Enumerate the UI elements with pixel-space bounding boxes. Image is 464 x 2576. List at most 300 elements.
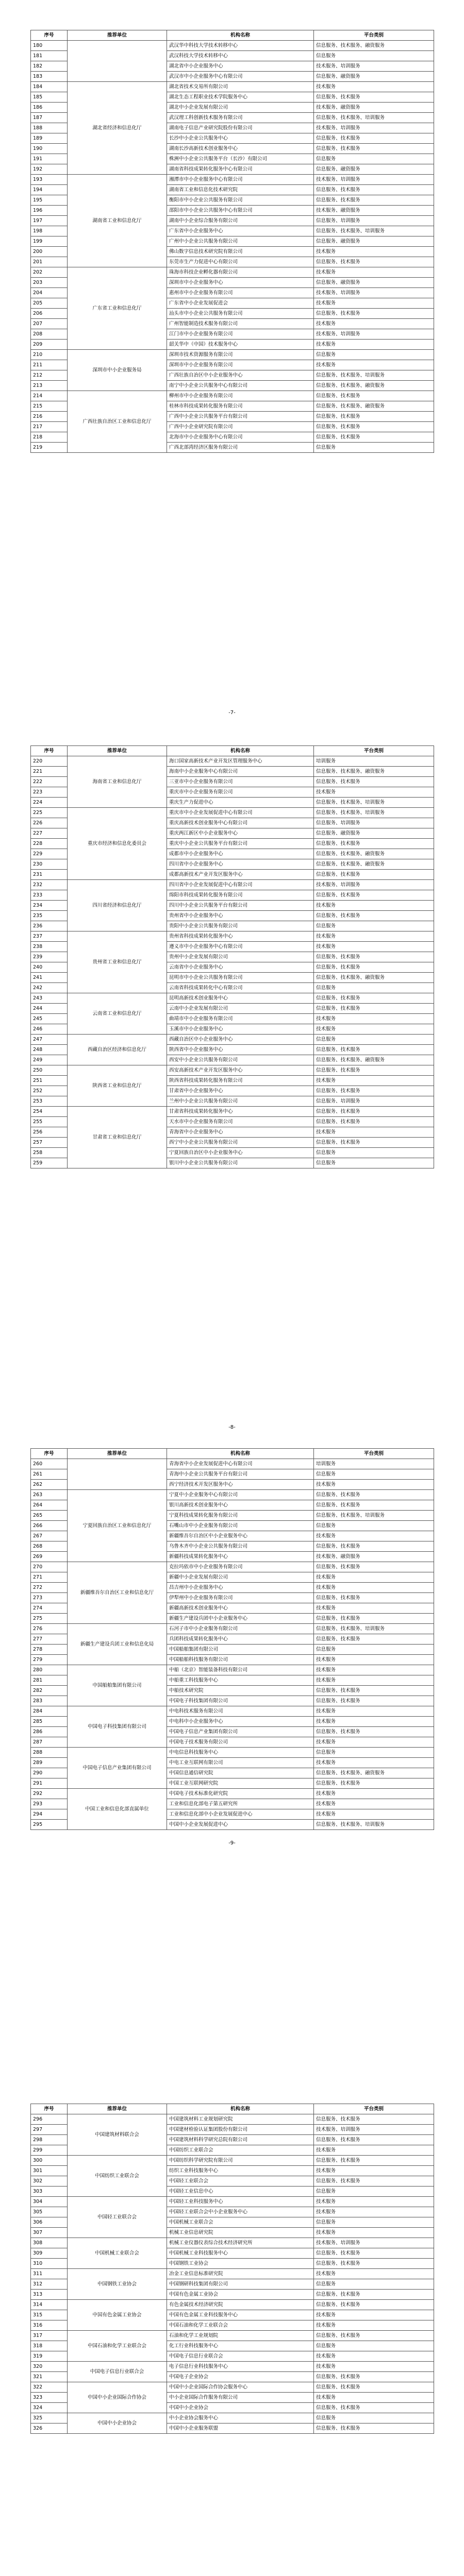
recommending-unit: 湖北省经济和信息化厅 — [68, 82, 167, 175]
institution-name: 三亚市中小企业服务有限公司 — [167, 777, 314, 787]
row-number: 285 — [31, 1717, 68, 1727]
row-number: 202 — [31, 267, 68, 278]
recommending-unit: 中国工业和信息化部直属单位 — [68, 1789, 167, 1830]
institution-name: 云南中小企业发展有限公司 — [167, 1004, 314, 1014]
platform-category: 技术服务、培训服务 — [314, 329, 434, 340]
platform-category: 信息服务 — [314, 443, 434, 453]
platform-category: 信息服务 — [314, 2217, 434, 2228]
institution-name: 中国钢铁工业协会 — [167, 2259, 314, 2269]
platform-category: 技术服务 — [314, 1655, 434, 1665]
row-number: 192 — [31, 164, 68, 175]
institution-name: 东莞市生产力促进中心有限公司 — [167, 257, 314, 267]
platform-category: 信息服务、技术服务、融资服务 — [314, 973, 434, 983]
platform-category: 技术服务 — [314, 942, 434, 952]
row-number: 306 — [31, 2217, 68, 2228]
platform-category: 技术服务、培训服务 — [314, 880, 434, 890]
row-number: 211 — [31, 360, 68, 370]
platform-category: 技术服务、培训服务 — [314, 288, 434, 298]
row-number: 194 — [31, 185, 68, 195]
recommending-unit: 四川省经济和信息化厅 — [68, 880, 167, 931]
institution-name: 中国建材检验认证集团股份有限公司 — [167, 2125, 314, 2135]
service-table — [30, 1448, 434, 1830]
institution-name: 中国船舶科技服务有限公司 — [167, 1655, 314, 1665]
service-table — [30, 30, 434, 453]
row-number: 201 — [31, 257, 68, 267]
institution-name: 湖北省技术交易所有限公司 — [167, 82, 314, 92]
platform-category: 技术服务 — [314, 2166, 434, 2176]
institution-name: 珠海市科技企业孵化器有限公司 — [167, 267, 314, 278]
institution-name: 中船技术研究院 — [167, 1686, 314, 1696]
institution-name: 中小企业协会服务中心 — [167, 2413, 314, 2424]
institution-name: 中国中小企业发展促进中心 — [167, 1820, 314, 1830]
recommending-unit: 中国轻工业联合会 — [68, 2197, 167, 2238]
row-number: 223 — [31, 787, 68, 798]
row-number: 310 — [31, 2259, 68, 2269]
institution-name: 青海省中小企业发展促进中心有限公司 — [167, 1459, 314, 1469]
platform-category: 技术服务 — [314, 2393, 434, 2403]
platform-category: 技术服务、融资服务 — [314, 206, 434, 216]
platform-category: 技术服务 — [314, 267, 434, 278]
row-number: 303 — [31, 2187, 68, 2197]
row-number: 224 — [31, 798, 68, 808]
table-row — [31, 2114, 434, 2125]
recommending-unit: 中国钢铁工业协会 — [68, 2269, 167, 2300]
institution-name: 湖北生态工程职业技术学院服务中心 — [167, 92, 314, 103]
platform-category: 信息服务、融资服务 — [314, 164, 434, 175]
recommending-unit: 广西壮族自治区工业和信息化厅 — [68, 391, 167, 453]
recommending-unit: 中国电子信息行业联合会 — [68, 2362, 167, 2382]
table-row — [31, 931, 434, 942]
table-row — [31, 1035, 434, 1045]
table-row — [31, 2238, 434, 2248]
institution-name: 兵团科技成果转化服务中心 — [167, 1634, 314, 1645]
row-number: 191 — [31, 154, 68, 164]
platform-category: 信息服务、技术服务 — [314, 1490, 434, 1500]
platform-category: 信息服务、技术服务 — [314, 2114, 434, 2125]
table-row — [31, 1624, 434, 1634]
row-number: 311 — [31, 2269, 68, 2279]
institution-name: 冶金工业信息标准研究院 — [167, 2269, 314, 2279]
platform-category: 技术服务 — [314, 1737, 434, 1748]
platform-category: 信息服务、技术服务、融资服务 — [314, 381, 434, 391]
table-row — [31, 1065, 434, 1076]
row-number: 231 — [31, 870, 68, 880]
platform-category: 信息服务、技术服务、培训服务 — [314, 113, 434, 123]
institution-name: 深圳市中小企业服务有限公司 — [167, 360, 314, 370]
platform-category: 技术服务 — [314, 1572, 434, 1583]
recommending-unit: 甘肃省工业和信息化厅 — [68, 1107, 167, 1168]
row-number: 238 — [31, 942, 68, 952]
institution-name: 中国建筑材料科学研究总院有限公司 — [167, 2135, 314, 2145]
platform-category: 信息服务、技术服务 — [314, 870, 434, 880]
platform-category: 技术服务 — [314, 82, 434, 92]
row-number: 312 — [31, 2279, 68, 2290]
platform-category: 信息服务、技术服务、培训服务 — [314, 226, 434, 236]
recommending-unit: 云南省工业和信息化厅 — [68, 993, 167, 1035]
platform-category: 信息服务 — [314, 350, 434, 360]
row-number: 287 — [31, 1737, 68, 1748]
row-number: 323 — [31, 2393, 68, 2403]
institution-name: 惠州市中小企业服务有限公司 — [167, 288, 314, 298]
table-row — [31, 175, 434, 185]
platform-category: 技术服务、培训服务 — [314, 2238, 434, 2248]
institution-name: 武汉市中小企业服务中心有限公司 — [167, 72, 314, 82]
table-row — [31, 1459, 434, 1469]
institution-name: 宁夏回族自治区中小企业服务中心 — [167, 1148, 314, 1158]
recommending-unit: 中国中小企业国际合作协会 — [68, 2382, 167, 2413]
row-number: 288 — [31, 1748, 68, 1758]
platform-category: 信息服务 — [314, 1148, 434, 1158]
platform-category: 信息服务、技术服务、培训服务 — [314, 798, 434, 808]
institution-name: 柳州市中小企业服务有限公司 — [167, 391, 314, 401]
row-number: 272 — [31, 1583, 68, 1593]
platform-category: 技术服务 — [314, 360, 434, 370]
row-number: 237 — [31, 931, 68, 942]
platform-category: 信息服务、技术服务、融资服务 — [314, 41, 434, 51]
institution-name: 四川中小企业公共服务平台有限公司 — [167, 901, 314, 911]
recommending-unit: 中国石油和化学工业联合会 — [68, 2331, 167, 2362]
platform-category: 信息服务、技术服务 — [314, 777, 434, 787]
platform-category: 信息服务、技术服务 — [314, 257, 434, 267]
row-number: 195 — [31, 195, 68, 206]
institution-name: 中船（北京）智能装备科技有限公司 — [167, 1665, 314, 1675]
table-row — [31, 1706, 434, 1717]
row-number: 279 — [31, 1655, 68, 1665]
row-number: 208 — [31, 329, 68, 340]
institution-name: 伊犁州中小企业服务有限公司 — [167, 1593, 314, 1603]
institution-name: 武汉华中科技大学技术转移中心 — [167, 41, 314, 51]
institution-name: 玉溪市中小企业服务中心 — [167, 1024, 314, 1035]
institution-name: 广西中小企业研究院有限公司 — [167, 422, 314, 432]
table-header-row — [31, 1449, 434, 1459]
platform-category: 技术服务 — [314, 2269, 434, 2279]
platform-category: 技术服务 — [314, 1665, 434, 1675]
institution-name: 机械工业信息研究院 — [167, 2228, 314, 2238]
table-row — [31, 993, 434, 1004]
row-number: 262 — [31, 1480, 68, 1490]
row-number: 267 — [31, 1531, 68, 1541]
row-number: 295 — [31, 1820, 68, 1830]
row-number: 227 — [31, 828, 68, 839]
institution-name: 中国船舶集团有限公司 — [167, 1645, 314, 1655]
institution-name: 中船重工科技服务中心 — [167, 1675, 314, 1686]
platform-category: 技术服务 — [314, 1480, 434, 1490]
row-number: 205 — [31, 298, 68, 309]
row-number: 304 — [31, 2197, 68, 2207]
institution-name: 湖北中小企业发展有限公司 — [167, 103, 314, 113]
institution-name: 湖南省工业和信息化技术研究院 — [167, 185, 314, 195]
recommending-unit: 重庆市经济和信息化委员会 — [68, 808, 167, 880]
platform-category: 信息服务、技术服务 — [314, 911, 434, 921]
platform-category: 信息服务、技术服务、融资服务 — [314, 849, 434, 859]
row-number: 256 — [31, 1127, 68, 1138]
table-row — [31, 1562, 434, 1572]
table-header-row — [31, 2104, 434, 2114]
platform-category: 信息服务 — [314, 1469, 434, 1480]
column-header: 机构名称 — [167, 30, 314, 41]
recommending-unit: 中国电子信息产业集团有限公司 — [68, 1748, 167, 1789]
platform-category: 信息服务、技术服务、培训服务 — [314, 370, 434, 381]
table-row — [31, 2331, 434, 2341]
row-number: 291 — [31, 1778, 68, 1789]
table-row — [31, 391, 434, 401]
table-row — [31, 808, 434, 818]
table-row — [31, 267, 434, 278]
row-number: 326 — [31, 2424, 68, 2434]
institution-name: 深圳市技术资源服务有限公司 — [167, 350, 314, 360]
row-number: 197 — [31, 216, 68, 226]
row-number: 286 — [31, 1727, 68, 1737]
table-row — [31, 82, 434, 92]
institution-name: 青海省中小企业服务中心 — [167, 1127, 314, 1138]
institution-name: 工业和信息化部中小企业发展促进中心 — [167, 1809, 314, 1820]
row-number: 207 — [31, 319, 68, 329]
row-number: 239 — [31, 952, 68, 962]
recommending-unit: 广东省工业和信息化厅 — [68, 267, 167, 350]
institution-name: 中国建筑材料工业规划研究院 — [167, 2114, 314, 2125]
platform-category: 技术服务 — [314, 298, 434, 309]
institution-name: 中国有色金属工业科技服务中心 — [167, 2310, 314, 2320]
row-number: 290 — [31, 1768, 68, 1778]
row-number: 270 — [31, 1562, 68, 1572]
recommending-unit: 中国建筑材料联合会 — [68, 2114, 167, 2156]
row-number: 210 — [31, 350, 68, 360]
row-number: 258 — [31, 1148, 68, 1158]
row-number: 275 — [31, 1614, 68, 1624]
institution-name: 乌鲁木齐中小企业公共服务有限公司 — [167, 1541, 314, 1552]
institution-name: 银川中小企业公共服务有限公司 — [167, 1158, 314, 1168]
institution-name: 湖南中小企业综合服务有限公司 — [167, 216, 314, 226]
institution-name: 石油和化学工业规划院 — [167, 2331, 314, 2341]
platform-category: 信息服务、技术服务 — [314, 2382, 434, 2393]
platform-category: 技术服务 — [314, 2207, 434, 2217]
institution-name: 工业和信息化部电子第五研究所 — [167, 1799, 314, 1809]
institution-name: 广东省中小企业发展促进会 — [167, 298, 314, 309]
institution-name: 贵州省科技成果转化服务中心 — [167, 931, 314, 942]
institution-name: 中电信息科技服务中心 — [167, 1748, 314, 1758]
row-number: 293 — [31, 1799, 68, 1809]
row-number: 299 — [31, 2145, 68, 2156]
institution-name: 有色金属技术经济研究院 — [167, 2300, 314, 2310]
row-number: 214 — [31, 391, 68, 401]
institution-name: 中国机械工业联合会 — [167, 2217, 314, 2228]
row-number: 228 — [31, 839, 68, 849]
platform-category: 技术服务 — [314, 1024, 434, 1035]
platform-category: 技术服务 — [314, 1603, 434, 1614]
row-number: 313 — [31, 2290, 68, 2300]
institution-name: 广西北部湾经济区服务有限公司 — [167, 443, 314, 453]
row-number: 284 — [31, 1706, 68, 1717]
institution-name: 中国轻工业联合会中小企业服务中心 — [167, 2207, 314, 2217]
institution-name: 绵阳市科技成果转化服务有限公司 — [167, 890, 314, 901]
institution-name: 中国电子信息产业集团有限公司 — [167, 1727, 314, 1737]
platform-category: 技术服务 — [314, 2197, 434, 2207]
recommending-unit: 中国机械工业联合会 — [68, 2238, 167, 2269]
recommending-unit: 湖南省工业和信息化厅 — [68, 175, 167, 267]
table-row — [31, 1665, 434, 1675]
platform-category: 信息服务、技术服务 — [314, 962, 434, 973]
institution-name: 中国有色金属工业协会 — [167, 2290, 314, 2300]
row-number: 241 — [31, 973, 68, 983]
row-number: 277 — [31, 1634, 68, 1645]
platform-category: 信息服务、技术服务、融资服务 — [314, 767, 434, 777]
platform-category: 信息服务、技术服务 — [314, 1727, 434, 1737]
institution-name: 银川高新技术创业服务中心 — [167, 1500, 314, 1511]
platform-category: 信息服务、技术服务 — [314, 2372, 434, 2382]
institution-name: 株洲中小企业公共服务平台（长沙）有限公司 — [167, 154, 314, 164]
row-number: 314 — [31, 2300, 68, 2310]
row-number: 199 — [31, 236, 68, 247]
institution-name: 广州中小企业公共服务有限公司 — [167, 236, 314, 247]
platform-category: 信息服务、融资服务 — [314, 828, 434, 839]
column-header: 推荐单位 — [68, 30, 167, 41]
table-row — [31, 2156, 434, 2166]
page-number: -7- — [228, 710, 236, 716]
institution-name: 武汉理工科创新技术服务有限公司 — [167, 113, 314, 123]
platform-category: 信息服务、技术服务 — [314, 1541, 434, 1552]
platform-category: 技术服务 — [314, 2362, 434, 2372]
institution-name: 中国中小企业服务联盟 — [167, 2424, 314, 2434]
platform-category: 信息服务 — [314, 921, 434, 931]
platform-category: 信息服务、技术服务 — [314, 412, 434, 422]
row-number: 255 — [31, 1117, 68, 1127]
institution-name: 西安中小企业公共服务有限公司 — [167, 1055, 314, 1065]
service-table — [30, 2104, 434, 2434]
platform-category: 信息服务 — [314, 2413, 434, 2424]
row-number: 234 — [31, 901, 68, 911]
institution-name: 昌吉州中小企业服务中心 — [167, 1583, 314, 1593]
row-number: 225 — [31, 808, 68, 818]
recommending-unit: 新疆生产建设兵团工业和信息化局 — [68, 1624, 167, 1665]
platform-category: 技术服务 — [314, 1127, 434, 1138]
institution-name: 北海市中小企业服务中心有限公司 — [167, 432, 314, 443]
platform-category: 技术服务 — [314, 1583, 434, 1593]
platform-category: 信息服务、技术服务 — [314, 195, 434, 206]
row-number: 257 — [31, 1138, 68, 1148]
platform-category: 技术服务、培训服务 — [314, 61, 434, 72]
row-number: 184 — [31, 82, 68, 92]
row-number: 292 — [31, 1789, 68, 1799]
institution-name: 石河子市中小企业服务有限公司 — [167, 1624, 314, 1634]
platform-category: 信息服务、技术服务 — [314, 890, 434, 901]
platform-category: 信息服务 — [314, 2341, 434, 2351]
institution-name: 西宁中小企业公共服务有限公司 — [167, 1138, 314, 1148]
platform-category: 信息服务、技术服务 — [314, 185, 434, 195]
institution-name: 新疆中小企业发展有限公司 — [167, 1572, 314, 1583]
institution-name: 西藏自治区中小企业服务中心 — [167, 1035, 314, 1045]
institution-name: 中国电子技术标准化研究院 — [167, 1789, 314, 1799]
institution-name: 中国纺织科学研究院有限公司 — [167, 2156, 314, 2166]
platform-category: 信息服务 — [314, 1521, 434, 1531]
table-row — [31, 2197, 434, 2207]
platform-category: 信息服务、技术服务 — [314, 952, 434, 962]
institution-name: 四川省中小企业发展促进中心有限公司 — [167, 880, 314, 890]
platform-category: 技术服务 — [314, 2310, 434, 2320]
platform-category: 技术服务 — [314, 1014, 434, 1024]
institution-name: 中国电子科技集团有限公司 — [167, 1696, 314, 1706]
institution-name: 云南省中小企业服务中心 — [167, 962, 314, 973]
institution-name: 重庆中小企业公共服务平台有限公司 — [167, 839, 314, 849]
platform-category: 信息服务、技术服务 — [314, 2403, 434, 2413]
row-number: 274 — [31, 1603, 68, 1614]
table-row — [31, 1789, 434, 1799]
row-number: 276 — [31, 1624, 68, 1634]
column-header: 平台类别 — [314, 746, 434, 756]
platform-category: 信息服务、技术服务 — [314, 2259, 434, 2269]
institution-name: 深圳市中小企业服务中心 — [167, 278, 314, 288]
platform-category: 信息服务、技术服务 — [314, 432, 434, 443]
institution-name: 陕西省中小企业服务中心 — [167, 1045, 314, 1055]
column-header: 推荐单位 — [68, 746, 167, 756]
table-header-row — [31, 746, 434, 756]
row-number: 180 — [31, 41, 68, 51]
row-number: 232 — [31, 880, 68, 890]
row-number: 316 — [31, 2320, 68, 2331]
institution-name: 新疆生产建设兵团中小企业服务中心 — [167, 1614, 314, 1624]
institution-name: 湘潭市中小企业服务中心有限公司 — [167, 175, 314, 185]
platform-category: 信息服务、技术服务 — [314, 1634, 434, 1645]
institution-name: 克拉玛依市中小企业服务有限公司 — [167, 1562, 314, 1572]
column-header: 机构名称 — [167, 1449, 314, 1459]
institution-name: 中国钢研科技集团有限公司 — [167, 2279, 314, 2290]
column-header: 序号 — [31, 30, 68, 41]
platform-category: 信息服务、融资服务 — [314, 236, 434, 247]
platform-category: 信息服务、技术服务、培训服务 — [314, 1511, 434, 1521]
platform-category: 技术服务 — [314, 1809, 434, 1820]
platform-category: 技术服务、融资服务 — [314, 103, 434, 113]
institution-name: 中国轻工业科技服务中心 — [167, 2197, 314, 2207]
institution-name: 广州智能制造技术服务有限公司 — [167, 319, 314, 329]
platform-category: 技术服务 — [314, 1789, 434, 1799]
row-number: 198 — [31, 226, 68, 236]
institution-name: 新疆高新技术创业服务中心 — [167, 1603, 314, 1614]
institution-name: 成都高新技术产业开发区服务中心 — [167, 870, 314, 880]
row-number: 296 — [31, 2114, 68, 2125]
row-number: 213 — [31, 381, 68, 391]
row-number: 219 — [31, 443, 68, 453]
row-number: 280 — [31, 1665, 68, 1675]
institution-name: 湖北省中小企业服务中心 — [167, 61, 314, 72]
row-number: 260 — [31, 1459, 68, 1469]
institution-name: 衡阳市中小企业公共服务有限公司 — [167, 195, 314, 206]
row-number: 324 — [31, 2403, 68, 2413]
row-number: 265 — [31, 1511, 68, 1521]
platform-category: 技术服务 — [314, 1076, 434, 1086]
platform-category: 信息服务、技术服务、培训服务 — [314, 1624, 434, 1634]
row-number: 204 — [31, 288, 68, 298]
row-number: 283 — [31, 1696, 68, 1706]
institution-name: 佛山数字信息技术研究院有限公司 — [167, 247, 314, 257]
row-number: 319 — [31, 2351, 68, 2362]
row-number: 221 — [31, 767, 68, 777]
platform-category: 信息服务、技术服务 — [314, 839, 434, 849]
table-row — [31, 1490, 434, 1500]
row-number: 230 — [31, 859, 68, 870]
row-number: 301 — [31, 2166, 68, 2176]
platform-category: 技术服务 — [314, 1758, 434, 1768]
row-number: 307 — [31, 2228, 68, 2238]
column-header: 平台类别 — [314, 30, 434, 41]
recommending-unit: 宁夏回族自治区工业和信息化厅 — [68, 1490, 167, 1562]
institution-name: 中国电子企业协会 — [167, 2372, 314, 2382]
institution-name: 重庆两江新区中小企业服务中心 — [167, 828, 314, 839]
recommending-unit: 中国中小企业协会 — [68, 2413, 167, 2434]
platform-category: 技术服务 — [314, 2228, 434, 2238]
row-number: 300 — [31, 2156, 68, 2166]
institution-name: 宁夏科技成果转化服务有限公司 — [167, 1511, 314, 1521]
row-number: 203 — [31, 278, 68, 288]
platform-category: 信息服务、技术服务、培训服务 — [314, 1820, 434, 1830]
